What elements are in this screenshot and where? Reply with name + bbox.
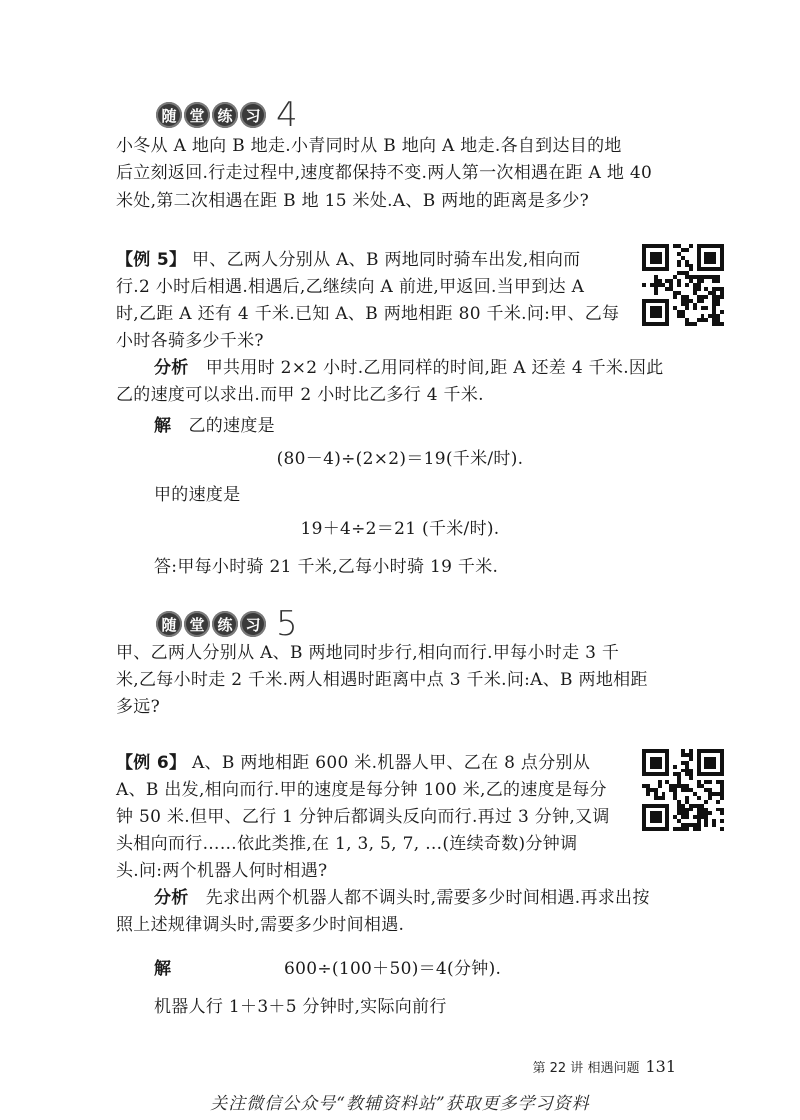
analysis-line	[154, 887, 650, 909]
analysis-text: 先求出两个机器人都不调头时,需要多少时间相遇.再求出按	[205, 888, 650, 908]
watermark-text: 关注微信公众号“教辅资料站”获取更多学习资料	[210, 1094, 590, 1114]
badge-char: 习	[240, 611, 266, 637]
lecture-title: 第 22 讲 相遇问题	[532, 1061, 640, 1076]
practice-number: 5	[276, 604, 298, 644]
problem-text: 后立刻返回.行走过程中,速度都保持不变.两人第一次相遇在距 A 地 40	[116, 163, 653, 183]
example-text: 头相向而行……依此类推,在 1, 3, 5, 7, …(连续奇数)分钟调	[116, 834, 578, 854]
solution-line	[154, 415, 275, 437]
problem-text: 米处,第二次相遇在距 B 地 15 米处.A、B 两地的距离是多少?	[116, 191, 590, 211]
equation: 19＋4÷2＝21 (千米/时).	[300, 519, 500, 539]
practice-badges	[156, 102, 266, 128]
qr-code	[642, 244, 724, 326]
practice-badges	[156, 611, 266, 637]
example-5-line	[116, 249, 580, 271]
solution-text: 机器人行 1＋3＋5 分钟时,实际向前行	[154, 997, 447, 1017]
badge-char: 练	[212, 611, 238, 637]
badge-char: 练	[212, 102, 238, 128]
solution-line	[154, 958, 171, 980]
solution-text: 乙的速度是	[188, 416, 275, 436]
example-label: 【例 5】	[116, 250, 187, 270]
example-text: A、B 两地相距 600 米.机器人甲、乙在 8 点分别从	[191, 753, 591, 773]
example-text: 头.问:两个机器人何时相遇?	[116, 861, 328, 881]
badge-char: 堂	[184, 102, 210, 128]
page-number: 131	[645, 1057, 676, 1076]
example-label: 【例 6】	[116, 753, 187, 773]
qr-code	[642, 749, 724, 831]
problem-text: 米,乙每小时走 2 千米.两人相遇时距离中点 3 千米.问:A、B 两地相距	[116, 670, 648, 690]
solution-label: 解	[154, 959, 172, 979]
problem-text: 小冬从 A 地向 B 地走.小青同时从 B 地向 A 地走.各自到达目的地	[116, 136, 622, 156]
problem-text: 甲、乙两人分别从 A、B 两地同时步行,相向而行.甲每小时走 3 千	[116, 643, 620, 663]
example-6-line	[116, 752, 590, 774]
example-text: 行.2 小时后相遇.相遇后,乙继续向 A 前进,甲返回.当甲到达 A	[116, 277, 585, 297]
example-text: 小时各骑多少千米?	[116, 331, 264, 351]
example-text: A、B 出发,相向而行.甲的速度是每分钟 100 米,乙的速度是每分	[116, 780, 607, 800]
example-text: 甲、乙两人分别从 A、B 两地同时骑车出发,相向而	[191, 250, 581, 270]
analysis-label: 分析	[154, 888, 189, 908]
example-text: 时,乙距 A 还有 4 千米.已知 A、B 两地相距 80 千米.问:甲、乙每	[116, 304, 620, 324]
badge-char: 随	[156, 102, 182, 128]
equation: (80－4)÷(2×2)＝19(千米/时).	[276, 449, 524, 469]
solution-text: 甲的速度是	[154, 485, 241, 505]
page-footer	[533, 1057, 677, 1076]
analysis-line	[154, 357, 664, 379]
analysis-text: 照上述规律调头时,需要多少时间相遇.	[116, 915, 405, 935]
example-text: 钟 50 米.但甲、乙行 1 分钟后都调头反向而行.再过 3 分钟,又调	[116, 807, 610, 827]
practice-number: 4	[276, 95, 298, 135]
badge-char: 习	[240, 102, 266, 128]
analysis-label: 分析	[154, 358, 189, 378]
problem-text: 多远?	[116, 697, 161, 717]
answer-text: 答:甲每小时骑 21 千米,乙每小时骑 19 千米.	[154, 557, 499, 577]
analysis-text: 甲共用时 2×2 小时.乙用同样的时间,距 A 还差 4 千米.因此	[205, 358, 664, 378]
practice-header-4	[156, 95, 298, 135]
solution-label: 解	[154, 416, 172, 436]
equation: 600÷(100＋50)＝4(分钟).	[284, 959, 502, 979]
badge-char: 堂	[184, 611, 210, 637]
analysis-text: 乙的速度可以求出.而甲 2 小时比乙多行 4 千米.	[116, 385, 484, 405]
practice-header-5	[156, 604, 298, 644]
badge-char: 随	[156, 611, 182, 637]
